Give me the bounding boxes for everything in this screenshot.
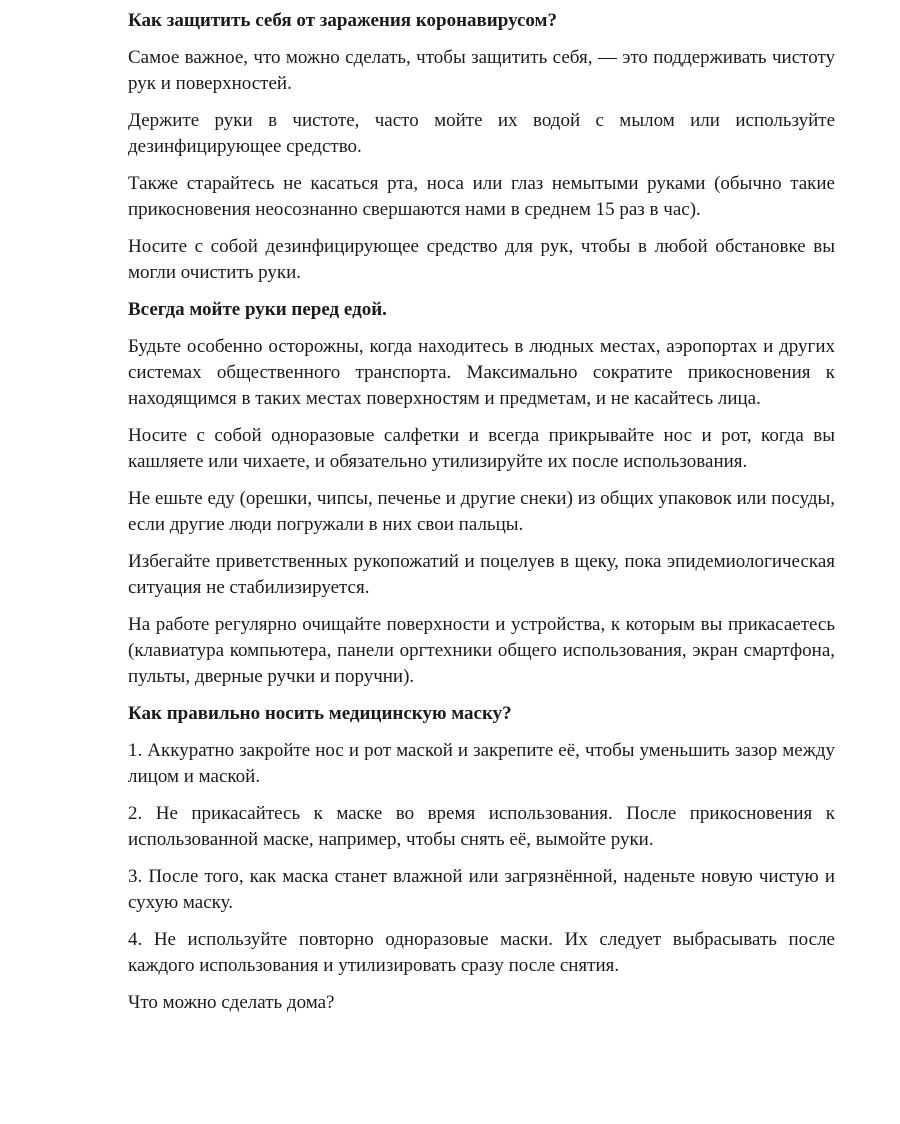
paragraph-wash-hands: Держите руки в чистоте, часто мойте их водой с мылом или используйте дезинфицирующее средство. (128, 110, 835, 157)
paragraph-shared-food: Не ешьте еду (орешки, чипсы, печенье и другие снеки) из общих упаковок или посуды, если другие люди погружали в них свои пальцы. (128, 488, 835, 535)
list-item-mask-3: 3. После того, как маска станет влажной или загрязнённой, наденьте новую чистую и сухую маску. (128, 866, 835, 913)
paragraph-sanitizer: Носите с собой дезинфицирующее средство для рук, чтобы в любой обстановке вы могли очистить руки. (128, 236, 835, 283)
paragraph-work-surfaces: На работе регулярно очищайте поверхности и устройства, к которым вы прикасаетесь (клавиатура компьютера, панели оргтехники общего использования, экран смартфона, пульты, дверные ручки и поручни). (128, 614, 835, 687)
list-item-mask-2: 2. Не прикасайтесь к маске во время использования. После прикосновения к использованной маске, например, чтобы снять её, вымойте руки. (128, 803, 835, 850)
list-item-mask-1: 1. Аккуратно закройте нос и рот маской и закрепите её, чтобы уменьшить зазор между лицом и маской. (128, 740, 835, 787)
paragraph-handshakes: Избегайте приветственных рукопожатий и поцелуев в щеку, пока эпидемиологическая ситуация не стабилизируется. (128, 551, 835, 598)
paragraph-at-home: Что можно сделать дома? (128, 992, 335, 1013)
document-page (128, 8, 835, 1027)
section-heading-wash-before-eating: Всегда мойте руки перед едой. (128, 299, 387, 320)
paragraph-crowded-places: Будьте особенно осторожны, когда находитесь в людных местах, аэропортах и других системах общественного транспорта. Максимально сократите прикосновения к находящимся в таких местах поверхностям и предметам, и не касайтесь лица. (128, 336, 835, 409)
section-heading-mask: Как правильно носить медицинскую маску? (128, 703, 512, 724)
section-heading-protection: Как защитить себя от заражения коронавирусом? (128, 10, 557, 31)
paragraph-hand-hygiene: Самое важное, что можно сделать, чтобы защитить себя, — это поддерживать чистоту рук и поверхностей. (128, 47, 835, 94)
paragraph-tissues: Носите с собой одноразовые салфетки и всегда прикрывайте нос и рот, когда вы кашляете или чихаете, и обязательно утилизируйте их после использования. (128, 425, 835, 472)
list-item-mask-4: 4. Не используйте повторно одноразовые маски. Их следует выбрасывать после каждого использования и утилизировать сразу после снятия. (128, 929, 835, 976)
paragraph-face-touching: Также старайтесь не касаться рта, носа или глаз немытыми руками (обычно такие прикосновения неосознанно свершаются нами в среднем 15 раз в час). (128, 173, 835, 220)
